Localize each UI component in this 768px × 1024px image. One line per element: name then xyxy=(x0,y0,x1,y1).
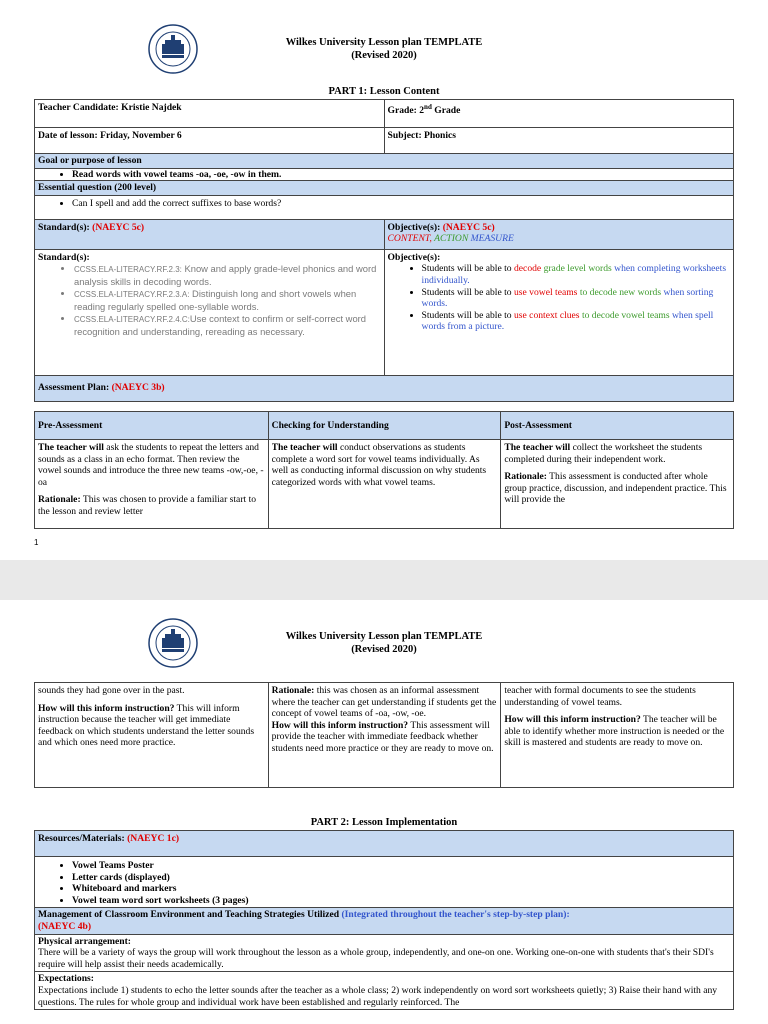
teacher-cell: Teacher Candidate: Kristie Najdek xyxy=(35,100,385,128)
physical-arrangement-cell: Physical arrangement: There will be a variety of ways the group will work throughout the lesson as a whole group, independently, and one-on one. Working one-on-one with students that's their SDI's require will help assist their needs academically. xyxy=(35,934,734,972)
document-header xyxy=(0,36,768,62)
subject-cell: Subject: Phonics xyxy=(384,128,733,154)
template-title: Wilkes University Lesson plan TEMPLATE xyxy=(285,631,483,642)
goal-heading: Goal or purpose of lesson xyxy=(35,154,734,169)
standards-cell: Standard(s): • CCSS.ELA-LITERACY.RF.2.3: Know and apply grade-level phonics and word analysis skills in decoding words. • CCSS.ELA-LITERACY.RF.2.3.A: Distinguish long and short vowels when reading regularly spelled one-syllable words. • CCSS.ELA-LITERACY.RF.2.4.C:Use context to confirm or self-correct word recognition and understanding, rereading as necessary. xyxy=(35,249,385,375)
assessment-heading: Assessment Plan: (NAEYC 3b) xyxy=(35,375,734,401)
goal-cell xyxy=(35,168,734,181)
date-cell: Date of lesson: Friday, November 6 xyxy=(35,128,385,154)
part1-title: PART 1: Lesson Content xyxy=(328,86,440,97)
assessment-table xyxy=(34,411,734,529)
goal-item: • Read words with vowel teams -oa, -oe, -ow in them. xyxy=(72,169,730,181)
col-pre-assessment: Pre-Assessment xyxy=(35,412,269,440)
expectations-cell: Expectations: Expectations include 1) students to echo the letter sounds after the teacher as a whole class; 2) work independently on word sort worksheets quietly; 3) Raise their hand with any questions. The rules for whole group and individual work have been established and regularly reinforced. The xyxy=(35,972,734,1010)
essential-cell xyxy=(35,195,734,219)
col-post-assessment: Post-Assessment xyxy=(501,412,734,440)
lesson-implementation-table xyxy=(34,830,734,1010)
teacher-name: Kristie Najdek xyxy=(121,102,182,113)
page-number: 1 xyxy=(34,538,39,547)
objective-item: • Students will be able to use context clues to decode vowel teams when spell words from a picture. xyxy=(422,310,730,333)
post-assessment-cell-cont: teacher with formal documents to see the students understanding of vowel teams. How will this inform instruction? The teacher will be able to identify whether more instruction is needed or the skill is mastered and students are ready to move on. xyxy=(501,683,734,788)
resources-cell xyxy=(35,857,734,908)
objective-item: • Students will be able to use vowel teams to decode new words when sorting words. xyxy=(422,287,730,310)
essential-item: • Can I spell and add the correct suffixes to base words? xyxy=(72,198,730,210)
revised-note: (Revised 2020) xyxy=(351,50,417,61)
lesson-content-table xyxy=(34,99,734,402)
resource-item: • Letter cards (displayed) xyxy=(72,872,730,884)
standard-item: • CCSS.ELA-LITERACY.RF.2.3: Know and apply grade-level phonics and word analysis skills in decoding words. xyxy=(74,263,381,288)
management-heading: Management of Classroom Environment and Teaching Strategies Utilized (Integrated throughout the teacher's step-by-step plan): (NAEYC 4b) xyxy=(35,908,734,934)
standard-item: • CCSS.ELA-LITERACY.RF.2.4.C:Use context to confirm or self-correct word recognition and understanding, rereading as necessary. xyxy=(74,313,381,338)
resource-item: • Vowel Teams Poster xyxy=(72,860,730,872)
checking-cell-cont: Rationale: this was chosen as an informal assessment where the teacher can get understanding if students get the concept of vowel teams of -oa, -ow, -oe. How will this inform instruction? This assessment will provide the teacher with immediate feedback whether students need more practice or they are ready to move on. xyxy=(268,683,501,788)
essential-heading: Essential question (200 level) xyxy=(35,181,734,196)
resources-heading: Resources/Materials: (NAEYC 1c) xyxy=(35,831,734,857)
resource-item: • Vowel team word sort worksheets (3 pages) xyxy=(72,895,730,907)
document-page-2 xyxy=(0,600,768,1024)
part2-title: PART 2: Lesson Implementation xyxy=(310,817,458,828)
template-title: Wilkes University Lesson plan TEMPLATE xyxy=(285,37,483,48)
resource-item: • Whiteboard and markers xyxy=(72,883,730,895)
grade-cell: Grade: 2nd Grade xyxy=(384,100,733,128)
checking-cell: The teacher will conduct observations as students complete a word sort for vowel teams individually. As well as conducting informal discussion on why students categorized words with what vowel teams. xyxy=(268,440,501,529)
col-checking: Checking for Understanding xyxy=(268,412,501,440)
document-header xyxy=(0,630,768,656)
revised-note: (Revised 2020) xyxy=(351,644,417,655)
objective-item: • Students will be able to decode grade level words when completing worksheets individually. xyxy=(422,263,730,286)
standards-heading: Standard(s): (NAEYC 5c) xyxy=(35,219,385,249)
pre-assessment-cell: The teacher will ask the students to repeat the letters and sounds as a class in an echo format. Then review the vowel sounds and introduce the three new teams -ow,-oe, -oa Rationale: This was chosen to provide a familiar start to the lesson and review letter xyxy=(35,440,269,529)
post-assessment-cell: The teacher will collect the worksheet the students completed during their independent work. Rationale: This assessment is conducted after whole group practice, discussion, and independent practice. This will provide the xyxy=(501,440,734,529)
standard-item: • CCSS.ELA-LITERACY.RF.2.3.A: Distinguish long and short vowels when reading regularly spelled one-syllable words. xyxy=(74,288,381,313)
pre-assessment-cell-cont: sounds they had gone over in the past. How will this inform instruction? This will inform instruction because the teacher will get immediate feedback on which students understand the letter sounds and which ones need more practice. xyxy=(35,683,269,788)
assessment-continued-table xyxy=(34,682,734,788)
objectives-heading: Objective(s): (NAEYC 5c) CONTENT, ACTION MEASURE xyxy=(384,219,733,249)
objectives-cell: Objective(s): • Students will be able to decode grade level words when completing worksheets individually. • Students will be able to use vowel teams to decode new words when sorting words. • Students will be able to use context clues to decode vowel teams when spell words from a picture. xyxy=(384,249,733,375)
